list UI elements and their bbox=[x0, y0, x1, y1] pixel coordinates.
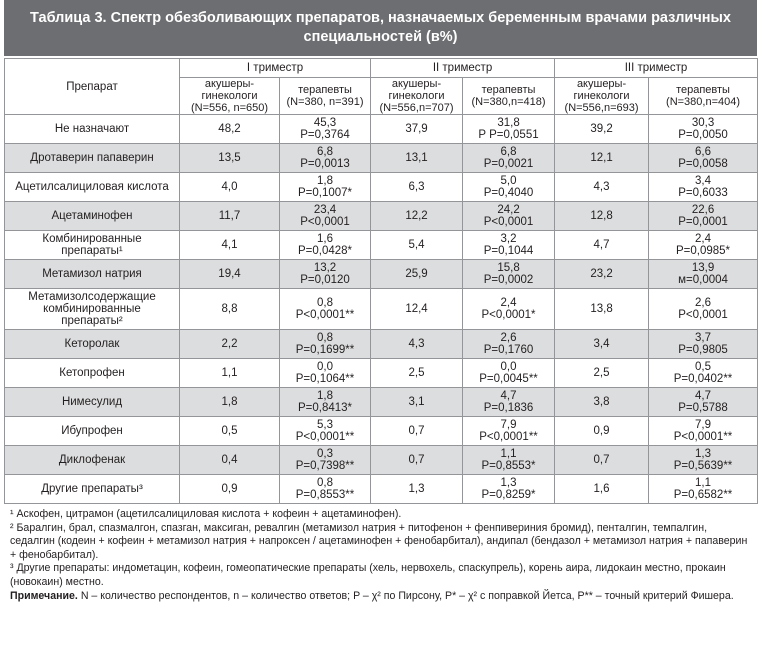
therapist-percent: 1,8 bbox=[317, 390, 333, 402]
drug-name-line: Комбинированные bbox=[42, 233, 142, 245]
therapist-value-cell bbox=[280, 202, 371, 231]
subcolumn-header-line: акушеры- bbox=[576, 78, 627, 90]
p-value: P=0,7398** bbox=[295, 460, 355, 472]
table-row bbox=[5, 115, 758, 144]
obgyn-value-cell: 0,9 bbox=[180, 475, 280, 504]
therapist-value-cell bbox=[463, 359, 555, 388]
drug-name-cell bbox=[5, 330, 180, 359]
subcolumn-header bbox=[180, 78, 280, 115]
therapist-percent: 23,4 bbox=[313, 204, 337, 216]
therapist-value-cell bbox=[280, 260, 371, 289]
p-value: P=0,0058 bbox=[678, 158, 728, 170]
table-row bbox=[5, 144, 758, 173]
drug-name-cell bbox=[5, 388, 180, 417]
obgyn-value-cell: 23,2 bbox=[555, 260, 649, 289]
p-value: P=0,8553** bbox=[295, 489, 355, 501]
drug-name-cell bbox=[5, 359, 180, 388]
therapist-percent: 1,3 bbox=[695, 448, 712, 460]
therapist-value-cell bbox=[649, 115, 758, 144]
drug-name-cell bbox=[5, 115, 180, 144]
subcolumn-header bbox=[463, 78, 555, 115]
therapist-percent: 3,2 bbox=[500, 233, 517, 245]
therapist-percent: 4,7 bbox=[500, 390, 517, 402]
drug-name-cell bbox=[5, 260, 180, 289]
p-value: P=0,0428* bbox=[297, 245, 353, 257]
p-value: P<0,0001* bbox=[481, 309, 536, 321]
therapist-value-cell bbox=[280, 388, 371, 417]
p-value: P=0,0013 bbox=[300, 158, 350, 170]
p-value: P=0,0002 bbox=[483, 274, 534, 286]
obgyn-value-cell: 13,5 bbox=[180, 144, 280, 173]
obgyn-value-cell: 2,2 bbox=[180, 330, 280, 359]
therapist-value-cell bbox=[463, 115, 555, 144]
p-value: P=0,0402** bbox=[673, 373, 733, 385]
obgyn-value-cell: 0,7 bbox=[371, 446, 463, 475]
therapist-percent: 1,1 bbox=[695, 477, 712, 489]
p-value: P=0,1064** bbox=[295, 373, 355, 385]
trimester-1-header: I триместр bbox=[180, 59, 371, 78]
therapist-percent: 4,7 bbox=[695, 390, 712, 402]
drug-name-line: Другие препараты³ bbox=[41, 483, 143, 495]
therapist-value-cell bbox=[649, 231, 758, 260]
table-row bbox=[5, 173, 758, 202]
table-row bbox=[5, 202, 758, 231]
therapist-value-cell bbox=[649, 260, 758, 289]
therapist-percent: 45,3 bbox=[313, 117, 337, 129]
therapist-percent: 0,0 bbox=[317, 361, 333, 373]
therapist-value-cell bbox=[463, 446, 555, 475]
subcolumn-header-line: акушеры- bbox=[391, 78, 442, 90]
drug-name-line: Ацетаминофен bbox=[51, 210, 133, 222]
drug-name-cell bbox=[5, 231, 180, 260]
therapist-percent: 0,3 bbox=[317, 448, 333, 460]
subcolumn-header-line: терапевты bbox=[676, 84, 730, 96]
obgyn-value-cell: 0,7 bbox=[555, 446, 649, 475]
obgyn-value-cell: 11,7 bbox=[180, 202, 280, 231]
therapist-value-cell bbox=[280, 417, 371, 446]
therapist-percent: 2,6 bbox=[500, 332, 517, 344]
therapist-percent: 15,8 bbox=[497, 262, 520, 274]
p-value: P=0,6582** bbox=[673, 489, 733, 501]
therapist-percent: 0,8 bbox=[317, 332, 333, 344]
therapist-percent: 24,2 bbox=[497, 204, 520, 216]
remark bbox=[10, 590, 751, 604]
footnote-2: ² Баралгин, брал, спазмалгон, спазган, максиган, ревалгин (метамизол натрия + питофенон + фенпивериния бромид), пенталгин, темпалгин, седалгин (кодеин + кофеин + метамизол натрия + напроксен / ацетаминофен + фенобарбитал), андипал (бендазол + метамизол натрия + папаверин + фенобарбитал). bbox=[10, 521, 748, 561]
p-value: P<0,0001** bbox=[295, 309, 355, 321]
footnote-1: ¹ Аскофен, цитрамон (ацетилсалициловая кислота + кофеин + ацетаминофен). bbox=[10, 508, 402, 520]
obgyn-value-cell: 5,4 bbox=[371, 231, 463, 260]
obgyn-value-cell: 3,8 bbox=[555, 388, 649, 417]
drug-name-cell bbox=[5, 417, 180, 446]
p-value: P=0,0045** bbox=[479, 373, 538, 385]
subcolumn-header bbox=[371, 78, 463, 115]
therapist-value-cell bbox=[280, 475, 371, 504]
obgyn-value-cell: 13,8 bbox=[555, 289, 649, 330]
drug-name-line: Нимесулид bbox=[61, 396, 123, 408]
obgyn-value-cell: 0,7 bbox=[371, 417, 463, 446]
p-value: P<0,0001 bbox=[678, 309, 728, 321]
drug-name-line: Метамизолсодержащие bbox=[28, 291, 156, 303]
p-value: P=0,4040 bbox=[483, 187, 534, 199]
p-value: P=0,0021 bbox=[483, 158, 534, 170]
therapist-value-cell bbox=[463, 231, 555, 260]
therapist-percent: 6,6 bbox=[695, 146, 712, 158]
table-row bbox=[5, 475, 758, 504]
p-value: м=0,0004 bbox=[678, 274, 728, 286]
therapist-value-cell bbox=[463, 330, 555, 359]
therapist-value-cell bbox=[463, 417, 555, 446]
therapist-value-cell bbox=[280, 144, 371, 173]
drug-name-line: Ацетилсалициловая кислота bbox=[15, 181, 169, 193]
obgyn-value-cell: 4,3 bbox=[555, 173, 649, 202]
therapist-percent: 2,4 bbox=[500, 297, 517, 309]
drug-name-cell bbox=[5, 475, 180, 504]
obgyn-value-cell: 4,7 bbox=[555, 231, 649, 260]
therapist-value-cell bbox=[649, 446, 758, 475]
therapist-value-cell bbox=[280, 289, 371, 330]
therapist-value-cell bbox=[463, 260, 555, 289]
drug-name-line: препараты² bbox=[61, 315, 123, 327]
obgyn-value-cell: 0,4 bbox=[180, 446, 280, 475]
obgyn-value-cell: 39,2 bbox=[555, 115, 649, 144]
obgyn-value-cell: 6,3 bbox=[371, 173, 463, 202]
therapist-value-cell bbox=[280, 359, 371, 388]
subcolumn-header bbox=[649, 78, 758, 115]
footnotes bbox=[10, 508, 751, 603]
obgyn-value-cell: 12,2 bbox=[371, 202, 463, 231]
p-value: P=0,1007* bbox=[297, 187, 353, 199]
therapist-value-cell bbox=[280, 115, 371, 144]
therapist-percent: 3,4 bbox=[695, 175, 712, 187]
subcolumn-header bbox=[280, 78, 371, 115]
therapist-value-cell bbox=[280, 231, 371, 260]
subcolumn-header-line: гинекологи bbox=[201, 90, 258, 102]
drug-name-line: Кеторолак bbox=[64, 338, 120, 350]
therapist-value-cell bbox=[649, 202, 758, 231]
therapist-percent: 1,6 bbox=[317, 233, 333, 245]
drug-name-cell bbox=[5, 144, 180, 173]
trimester-2-header: II триместр bbox=[371, 59, 555, 78]
therapist-percent: 6,8 bbox=[500, 146, 517, 158]
obgyn-value-cell: 1,1 bbox=[180, 359, 280, 388]
therapist-percent: 5,0 bbox=[500, 175, 517, 187]
subcolumn-header-line: (N=556,n=707) bbox=[379, 102, 454, 114]
p-value: P=0,1836 bbox=[483, 402, 534, 414]
drug-name-line: Метамизол натрия bbox=[42, 268, 142, 280]
therapist-percent: 2,4 bbox=[695, 233, 712, 245]
obgyn-value-cell: 12,1 bbox=[555, 144, 649, 173]
p-value: P=0,8553* bbox=[481, 460, 536, 472]
obgyn-value-cell: 25,9 bbox=[371, 260, 463, 289]
obgyn-value-cell: 48,2 bbox=[180, 115, 280, 144]
drug-name-line: Не назначают bbox=[54, 123, 130, 135]
obgyn-value-cell: 1,6 bbox=[555, 475, 649, 504]
therapist-value-cell bbox=[280, 446, 371, 475]
drug-column-header: Препарат bbox=[5, 59, 180, 115]
therapist-percent: 1,1 bbox=[500, 448, 517, 460]
p-value: P=0,0985* bbox=[676, 245, 731, 257]
table-row bbox=[5, 359, 758, 388]
obgyn-value-cell: 2,5 bbox=[555, 359, 649, 388]
table-row bbox=[5, 446, 758, 475]
therapist-value-cell bbox=[463, 289, 555, 330]
therapist-percent: 13,2 bbox=[313, 262, 337, 274]
p-value: P<0,0001** bbox=[295, 431, 355, 443]
p-value: P=0,5639** bbox=[673, 460, 733, 472]
therapist-percent: 1,3 bbox=[500, 477, 517, 489]
therapist-value-cell bbox=[649, 144, 758, 173]
p-value: P=0,0050 bbox=[678, 129, 728, 141]
subcolumn-header-line: (N=556, n=650) bbox=[190, 102, 269, 114]
footnote-3: ³ Другие препараты: индометацин, кофеин, гомеопатические препараты (хель, нервохель, спаскупрель), корень аира, лидокаин местно, прокаин (новокаин) местно. bbox=[10, 562, 726, 588]
p-value: P=0,1760 bbox=[483, 344, 534, 356]
remark-label: Примечание. bbox=[10, 589, 78, 602]
p-value: P<0,0001 bbox=[300, 216, 350, 228]
therapist-percent: 5,3 bbox=[317, 419, 333, 431]
table-row bbox=[5, 260, 758, 289]
p-value: P=0,8259* bbox=[481, 489, 536, 501]
p-value: P=0,3764 bbox=[300, 129, 350, 141]
therapist-percent: 31,8 bbox=[497, 117, 520, 129]
therapist-value-cell bbox=[649, 173, 758, 202]
drug-name-cell bbox=[5, 202, 180, 231]
p-value: P<0,0001** bbox=[479, 431, 538, 443]
therapist-percent: 0,8 bbox=[317, 297, 333, 309]
therapist-value-cell bbox=[280, 173, 371, 202]
therapist-percent: 0,8 bbox=[317, 477, 333, 489]
drug-name-line: препараты¹ bbox=[61, 245, 123, 257]
subcolumn-header-line: терапевты bbox=[298, 84, 352, 96]
obgyn-value-cell: 0,5 bbox=[180, 417, 280, 446]
therapist-percent: 2,6 bbox=[695, 297, 712, 309]
p-value: P=0,6033 bbox=[678, 187, 728, 199]
therapist-value-cell bbox=[463, 202, 555, 231]
obgyn-value-cell: 0,9 bbox=[555, 417, 649, 446]
remark-text: N – количество респондентов, n – количество ответов; P – χ² по Пирсону, P* – χ² с поправкой Йетса, P** – точный критерий Фишера. bbox=[80, 589, 734, 602]
subcolumn-header-line: гинекологи bbox=[388, 90, 445, 102]
therapist-value-cell bbox=[649, 330, 758, 359]
table-row bbox=[5, 417, 758, 446]
therapist-percent: 0,0 bbox=[500, 361, 517, 373]
therapist-value-cell bbox=[463, 475, 555, 504]
therapist-value-cell bbox=[463, 388, 555, 417]
obgyn-value-cell: 3,1 bbox=[371, 388, 463, 417]
therapist-value-cell bbox=[649, 289, 758, 330]
subcolumn-header-line: (N=380,n=404) bbox=[666, 96, 741, 108]
data-table bbox=[4, 58, 758, 504]
obgyn-value-cell: 2,5 bbox=[371, 359, 463, 388]
drug-name-cell bbox=[5, 289, 180, 330]
p-value: P=0,0120 bbox=[300, 274, 350, 286]
therapist-percent: 30,3 bbox=[691, 117, 715, 129]
therapist-percent: 7,9 bbox=[695, 419, 712, 431]
table-row bbox=[5, 388, 758, 417]
obgyn-value-cell: 3,4 bbox=[555, 330, 649, 359]
obgyn-value-cell: 8,8 bbox=[180, 289, 280, 330]
subcolumn-header-line: гинекологи bbox=[573, 90, 630, 102]
obgyn-value-cell: 19,4 bbox=[180, 260, 280, 289]
table-row bbox=[5, 231, 758, 260]
drug-name-line: комбинированные bbox=[43, 303, 141, 315]
therapist-percent: 22,6 bbox=[691, 204, 715, 216]
trimester-3-header: III триместр bbox=[555, 59, 758, 78]
therapist-percent: 3,7 bbox=[695, 332, 712, 344]
drug-name-line: Ибупрофен bbox=[61, 425, 123, 437]
therapist-percent: 7,9 bbox=[500, 419, 517, 431]
therapist-value-cell bbox=[280, 330, 371, 359]
p-value: P=0,1044 bbox=[483, 245, 534, 257]
subcolumn-header-line: акушеры- bbox=[204, 78, 255, 90]
therapist-value-cell bbox=[463, 173, 555, 202]
p-value: P=0,8413* bbox=[297, 402, 353, 414]
table-row bbox=[5, 330, 758, 359]
drug-name-cell bbox=[5, 446, 180, 475]
therapist-percent: 0,5 bbox=[695, 361, 712, 373]
therapist-value-cell bbox=[649, 417, 758, 446]
table-row bbox=[5, 289, 758, 330]
table-title: Таблица 3. Спектр обезболивающих препаратов, назначаемых беременным врачами различных специальностей (в%) bbox=[4, 0, 757, 56]
therapist-value-cell bbox=[649, 359, 758, 388]
therapist-value-cell bbox=[463, 144, 555, 173]
obgyn-value-cell: 37,9 bbox=[371, 115, 463, 144]
obgyn-value-cell: 4,0 bbox=[180, 173, 280, 202]
p-value: P=0,0001 bbox=[678, 216, 728, 228]
subcolumn-header-line: (N=380, n=391) bbox=[286, 96, 364, 108]
table-body bbox=[5, 115, 758, 504]
p-value: P P=0,0551 bbox=[478, 129, 539, 141]
p-value: P=0,9805 bbox=[678, 344, 728, 356]
drug-name-line: Диклофенак bbox=[58, 454, 126, 466]
obgyn-value-cell: 1,3 bbox=[371, 475, 463, 504]
subcolumn-header-line: терапевты bbox=[481, 84, 536, 96]
therapist-percent: 6,8 bbox=[317, 146, 333, 158]
p-value: P<0,0001** bbox=[673, 431, 733, 443]
obgyn-value-cell: 13,1 bbox=[371, 144, 463, 173]
drug-name-cell bbox=[5, 173, 180, 202]
therapist-percent: 13,9 bbox=[691, 262, 715, 274]
obgyn-value-cell: 4,3 bbox=[371, 330, 463, 359]
obgyn-value-cell: 1,8 bbox=[180, 388, 280, 417]
p-value: P<0,0001 bbox=[483, 216, 534, 228]
drug-name-line: Дротаверин папаверин bbox=[30, 152, 154, 164]
therapist-value-cell bbox=[649, 475, 758, 504]
p-value: P=0,1699** bbox=[295, 344, 355, 356]
drug-name-line: Кетопрофен bbox=[59, 367, 125, 379]
obgyn-value-cell: 4,1 bbox=[180, 231, 280, 260]
subcolumn-header-line: (N=380,n=418) bbox=[471, 96, 546, 108]
obgyn-value-cell: 12,8 bbox=[555, 202, 649, 231]
obgyn-value-cell: 12,4 bbox=[371, 289, 463, 330]
therapist-value-cell bbox=[649, 388, 758, 417]
subcolumn-header-line: (N=556,n=693) bbox=[564, 102, 639, 114]
subcolumn-header bbox=[555, 78, 649, 115]
therapist-percent: 1,8 bbox=[317, 175, 333, 187]
p-value: P=0,5788 bbox=[678, 402, 728, 414]
